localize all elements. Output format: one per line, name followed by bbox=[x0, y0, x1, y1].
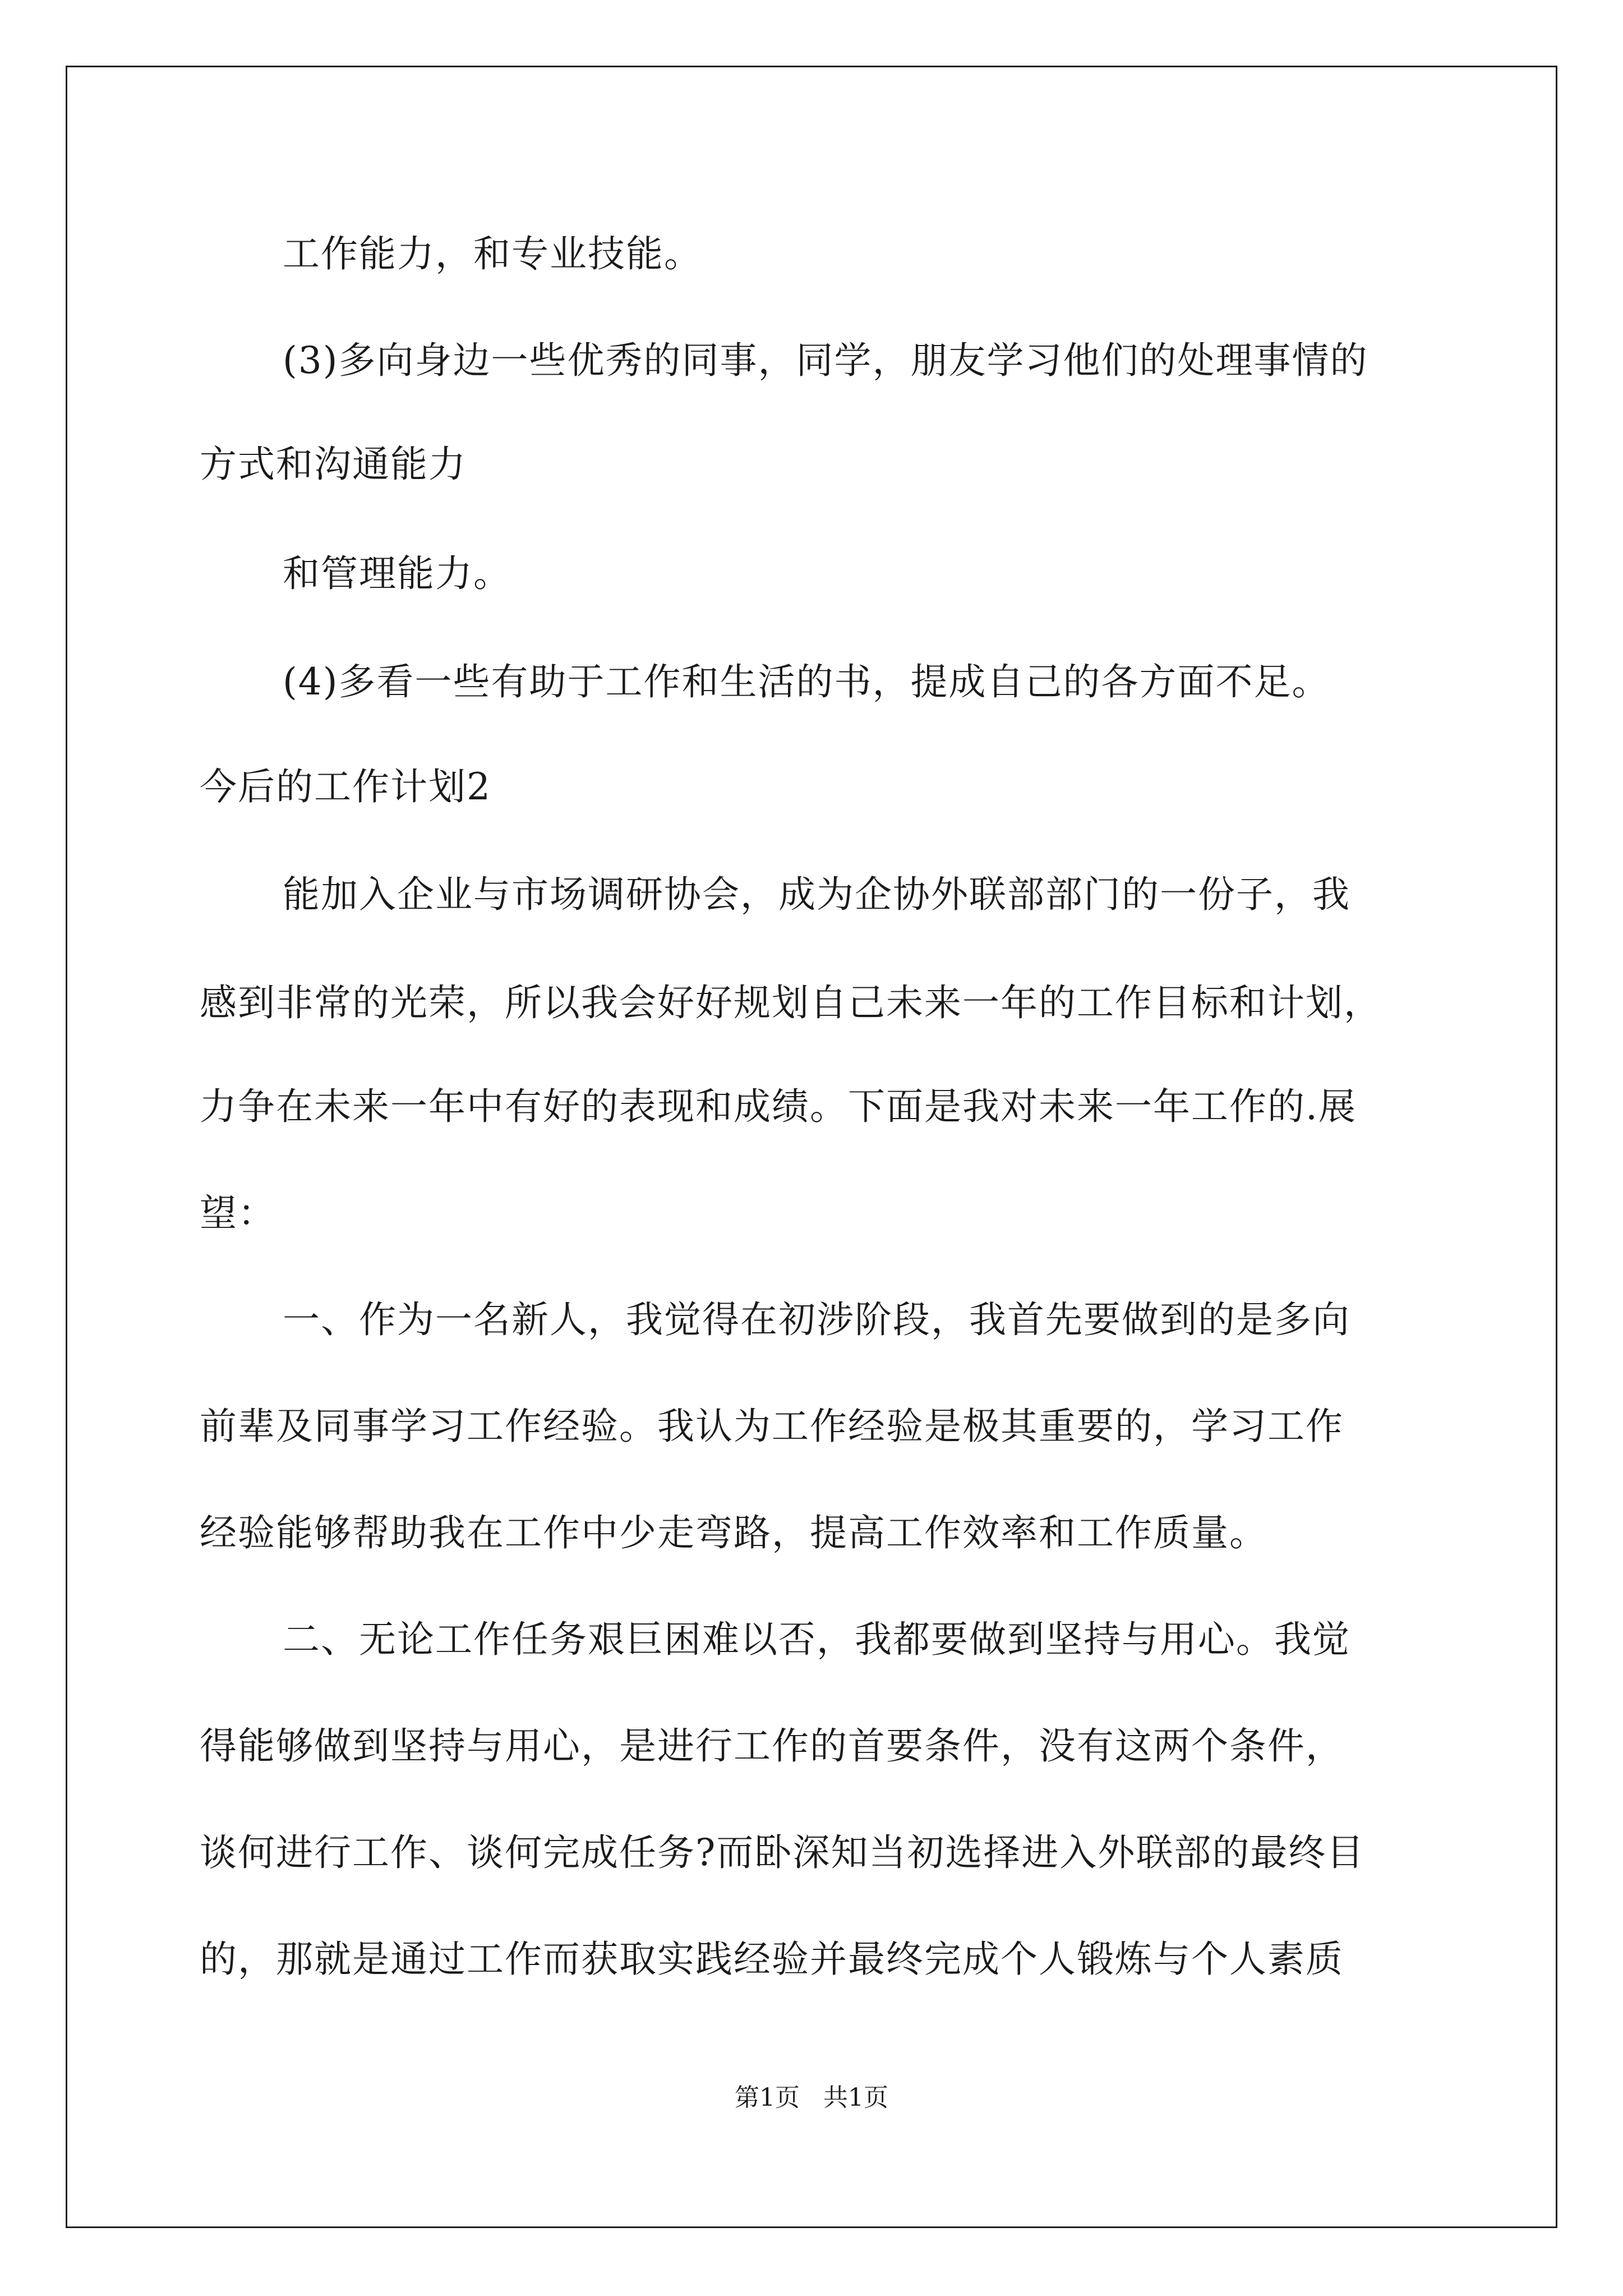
text-line: 能加入企业与市场调研协会，成为企协外联部部门的一份子，我 bbox=[283, 873, 1350, 916]
page-number-footer: 第1页 共1页 bbox=[735, 2083, 888, 2112]
page-border bbox=[66, 66, 1557, 2228]
text-line: 感到非常的光荣，所以我会好好规划自己未来一年的工作目标和计划， bbox=[200, 981, 1382, 1024]
text-line: 和管理能力。 bbox=[283, 552, 511, 595]
text-line: 工作能力，和专业技能。 bbox=[283, 232, 702, 275]
section-heading: 今后的工作计划2 bbox=[200, 765, 491, 808]
text-line: 经验能够帮助我在工作中少走弯路，提高工作效率和工作质量。 bbox=[200, 1511, 1267, 1554]
text-line: 谈何进行工作、谈何完成任务?而卧深知当初选择进入外联部的最终目 bbox=[200, 1831, 1365, 1874]
text-line: 方式和沟通能力 bbox=[200, 443, 467, 486]
text-line: 得能够做到坚持与用心，是进行工作的首要条件，没有这两个条件， bbox=[200, 1724, 1344, 1768]
text-line: 前辈及同事学习工作经验。我认为工作经验是极其重要的，学习工作 bbox=[200, 1405, 1344, 1448]
text-line: 的，那就是通过工作而获取实践经验并最终完成个人锻炼与个人素质 bbox=[200, 1938, 1344, 1981]
text-line: 一、作为一名新人，我觉得在初涉阶段，我首先要做到的是多向 bbox=[283, 1298, 1350, 1341]
text-line: 二、无论工作任务艰巨困难以否，我都要做到坚持与用心。我觉 bbox=[283, 1618, 1350, 1661]
text-line: (3)多向身边一些优秀的同事，同学，朋友学习他们的处理事情的 bbox=[283, 339, 1368, 382]
text-line: (4)多看一些有助于工作和生活的书，提成自己的各方面不足。 bbox=[283, 660, 1330, 703]
text-line: 力争在未来一年中有好的表现和成绩。下面是我对未来一年工作的.展 bbox=[200, 1085, 1357, 1128]
text-line: 望： bbox=[200, 1191, 276, 1235]
